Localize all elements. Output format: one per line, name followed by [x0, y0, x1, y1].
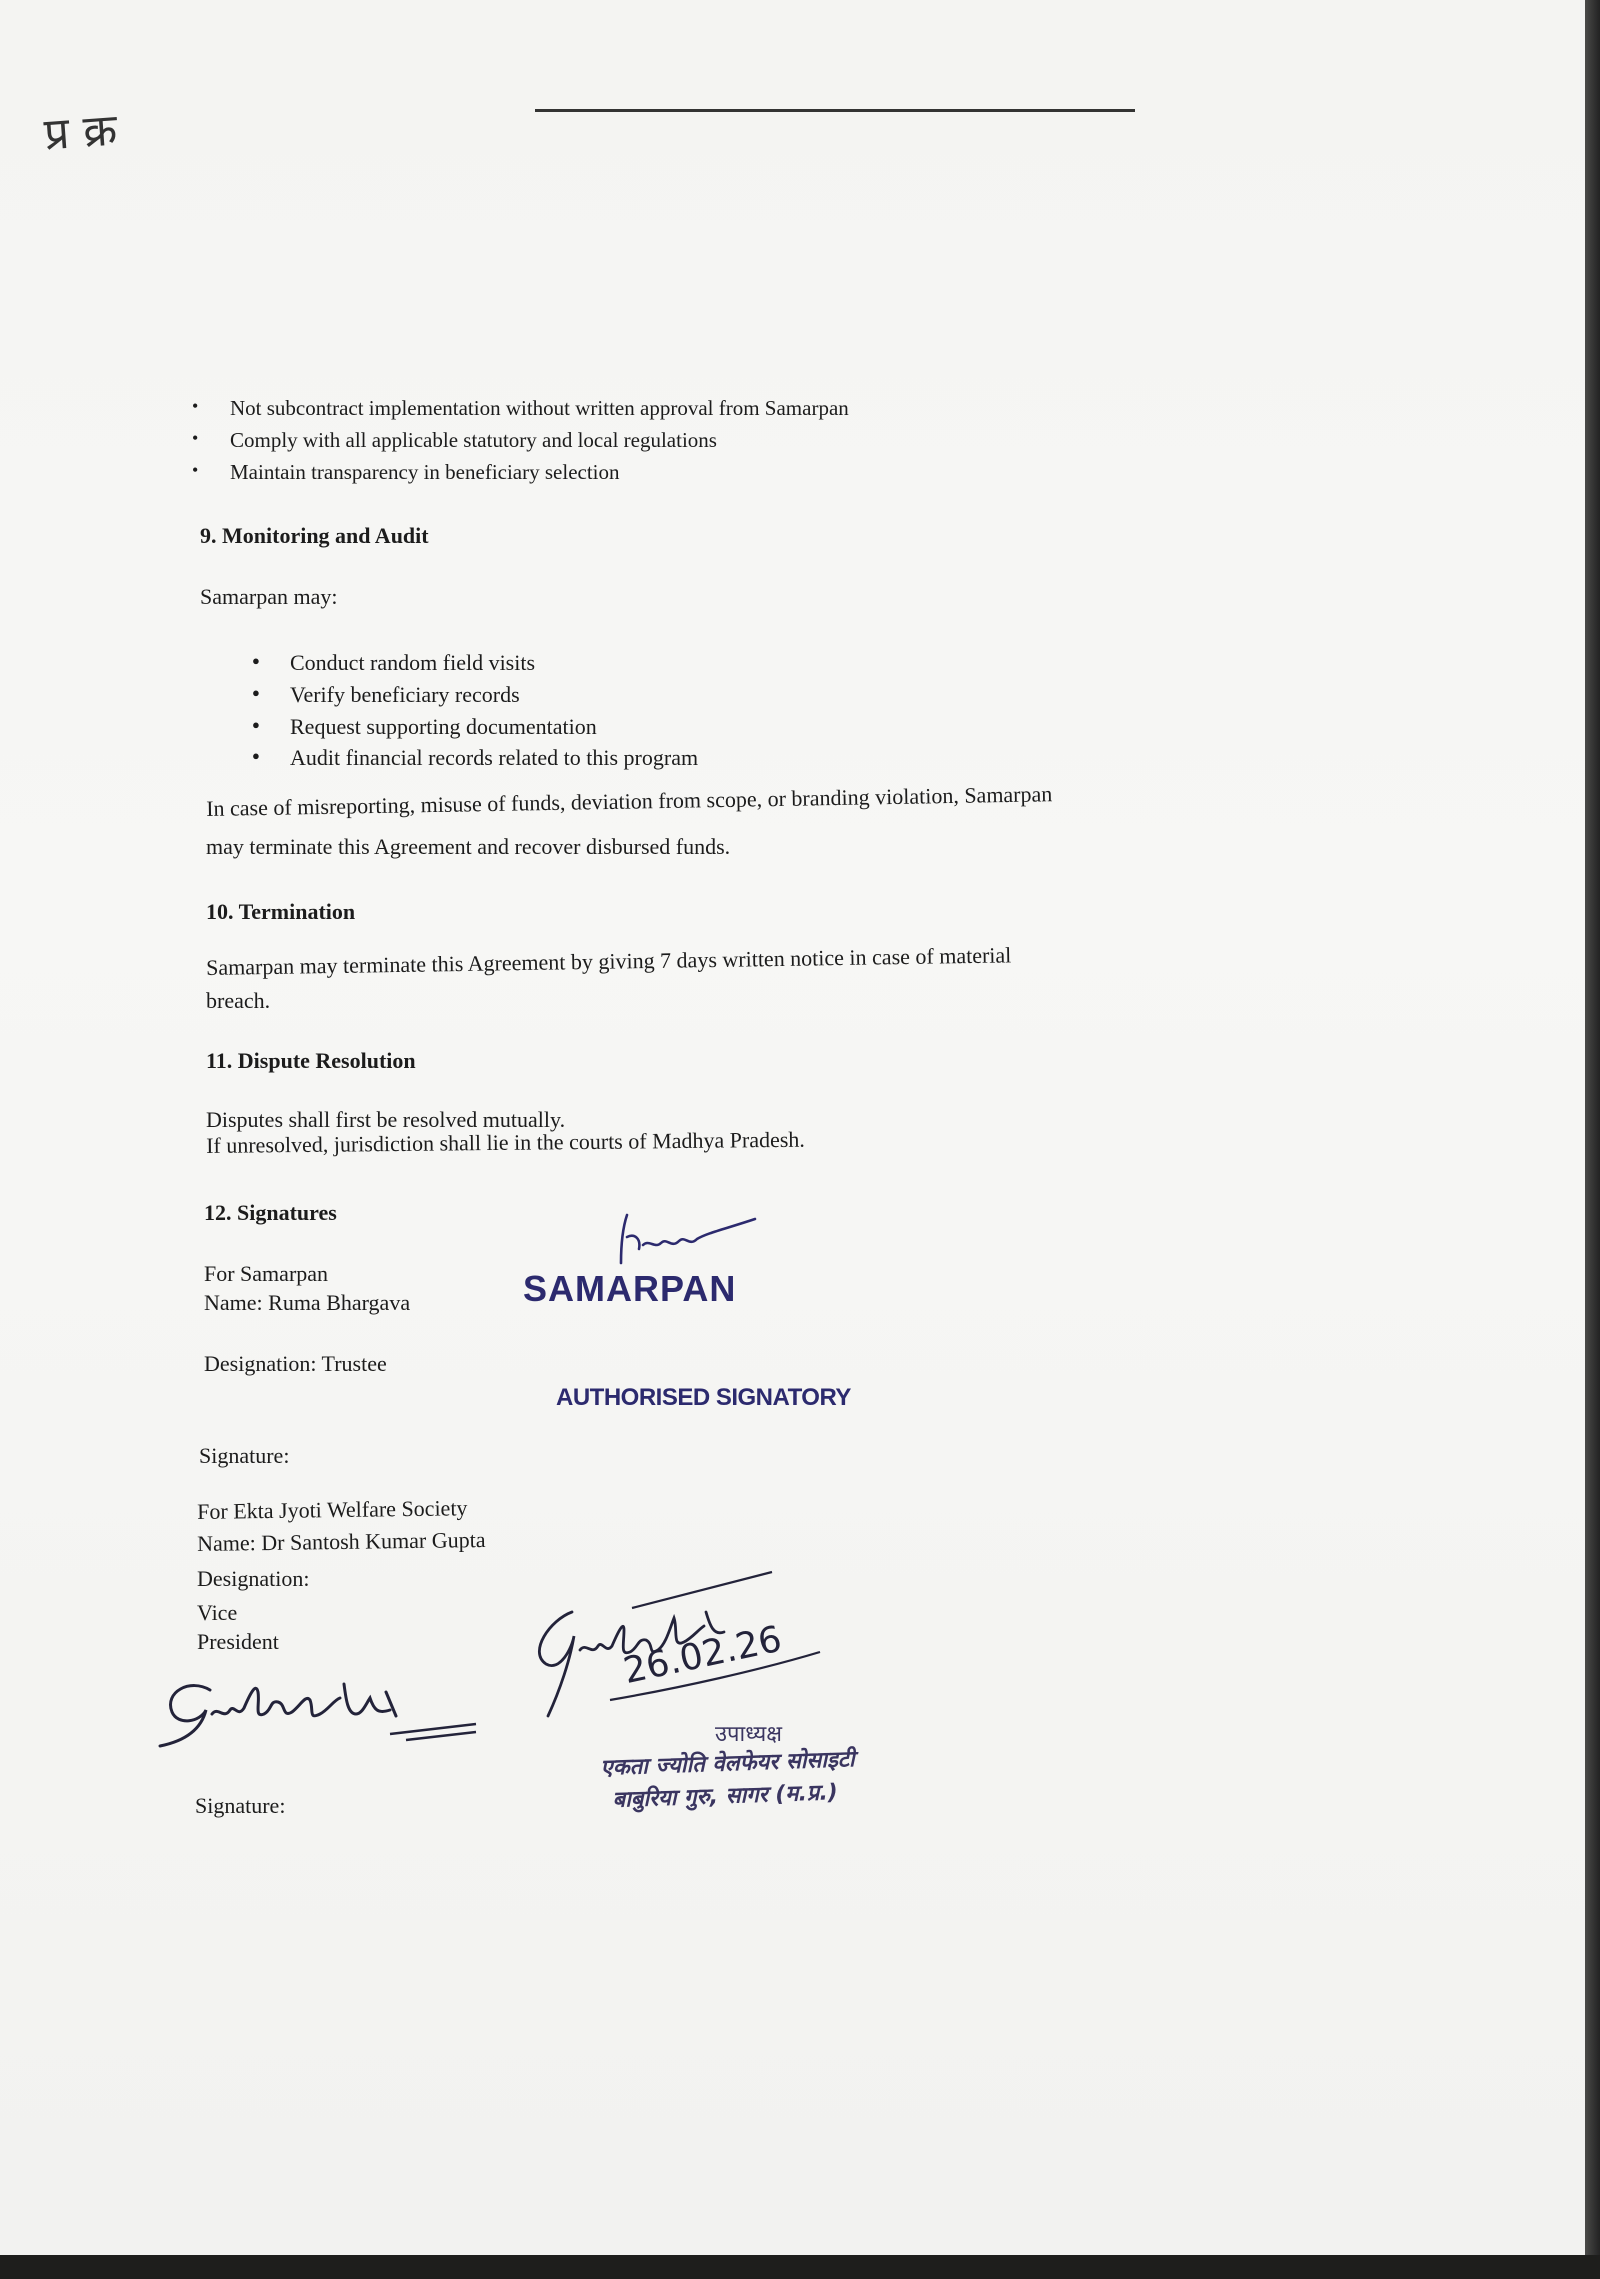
paragraph-line: Disputes shall first be resolved mutually.: [206, 1107, 566, 1132]
bullet-item: • Comply with all applicable statutory and local regulations: [230, 429, 717, 452]
authorised-signatory-stamp: AUTHORISED SIGNATORY: [556, 1384, 851, 1411]
list-item: ● Conduct random field visits: [290, 651, 535, 675]
samarpan-stamp-logo: SAMARPAN: [523, 1268, 737, 1309]
paragraph-line: Samarpan may terminate this Agreement by giving 7 days written notice in case of material: [205, 942, 1012, 980]
scan-edge-bottom: [0, 2255, 1600, 2279]
bullet-item: • Not subcontract implementation without written approval from Samarpan: [230, 397, 849, 420]
list-item: ● Verify beneficiary records: [290, 683, 520, 707]
designation-value: President: [197, 1629, 279, 1654]
list-item: ● Audit financial records related to this program: [290, 746, 698, 770]
signatory-org: For Ekta Jyoti Welfare Society: [196, 1495, 468, 1524]
list-item: ● Request supporting documentation: [290, 715, 597, 739]
signatory-designation: Designation: Trustee: [204, 1351, 387, 1376]
paragraph-line: If unresolved, jurisdiction shall lie in the courts of Madhya Pradesh.: [205, 1126, 805, 1158]
signature-label: Signature:: [199, 1443, 290, 1468]
designation-value: Vice: [197, 1600, 238, 1625]
section-heading: 11. Dispute Resolution: [206, 1048, 416, 1073]
header-rule: [535, 109, 1135, 112]
section-heading: 9. Monitoring and Audit: [200, 523, 429, 548]
handwritten-page-mark: प्र क्र: [42, 104, 119, 161]
bullet-item: • Maintain transparency in beneficiary selection: [230, 461, 620, 484]
paragraph-line: breach.: [206, 988, 271, 1013]
scan-edge-right: [1585, 0, 1600, 2279]
paragraph-line: In case of misreporting, misuse of funds, deviation from scope, or branding violation, Samarpan: [205, 781, 1053, 821]
handwritten-date: 26.02.26: [620, 1618, 786, 1693]
stamp-title: उपाध्यक्ष: [715, 1722, 783, 1747]
gupta-signature-left: [150, 1670, 480, 1760]
stamp-organisation: एकता ज्योति वेलफेयर सोसाइटी: [600, 1747, 856, 1781]
section-intro: Samarpan may:: [200, 584, 338, 609]
signature-label: Signature:: [195, 1793, 286, 1818]
section-heading: 10. Termination: [206, 899, 356, 924]
paragraph-line: may terminate this Agreement and recover disbursed funds.: [206, 834, 731, 859]
ruma-bhargava-signature: [615, 1205, 765, 1275]
signatory-org: For Samarpan: [204, 1261, 329, 1286]
signatory-designation: Designation:: [197, 1566, 310, 1591]
signatory-name: Name: Ruma Bhargava: [204, 1290, 411, 1315]
signatory-name: Name: Dr Santosh Kumar Gupta: [196, 1526, 486, 1556]
section-heading: 12. Signatures: [204, 1200, 337, 1225]
stamp-address: बाबुरिया गुरु, सागर (म.प्र.): [612, 1780, 839, 1813]
